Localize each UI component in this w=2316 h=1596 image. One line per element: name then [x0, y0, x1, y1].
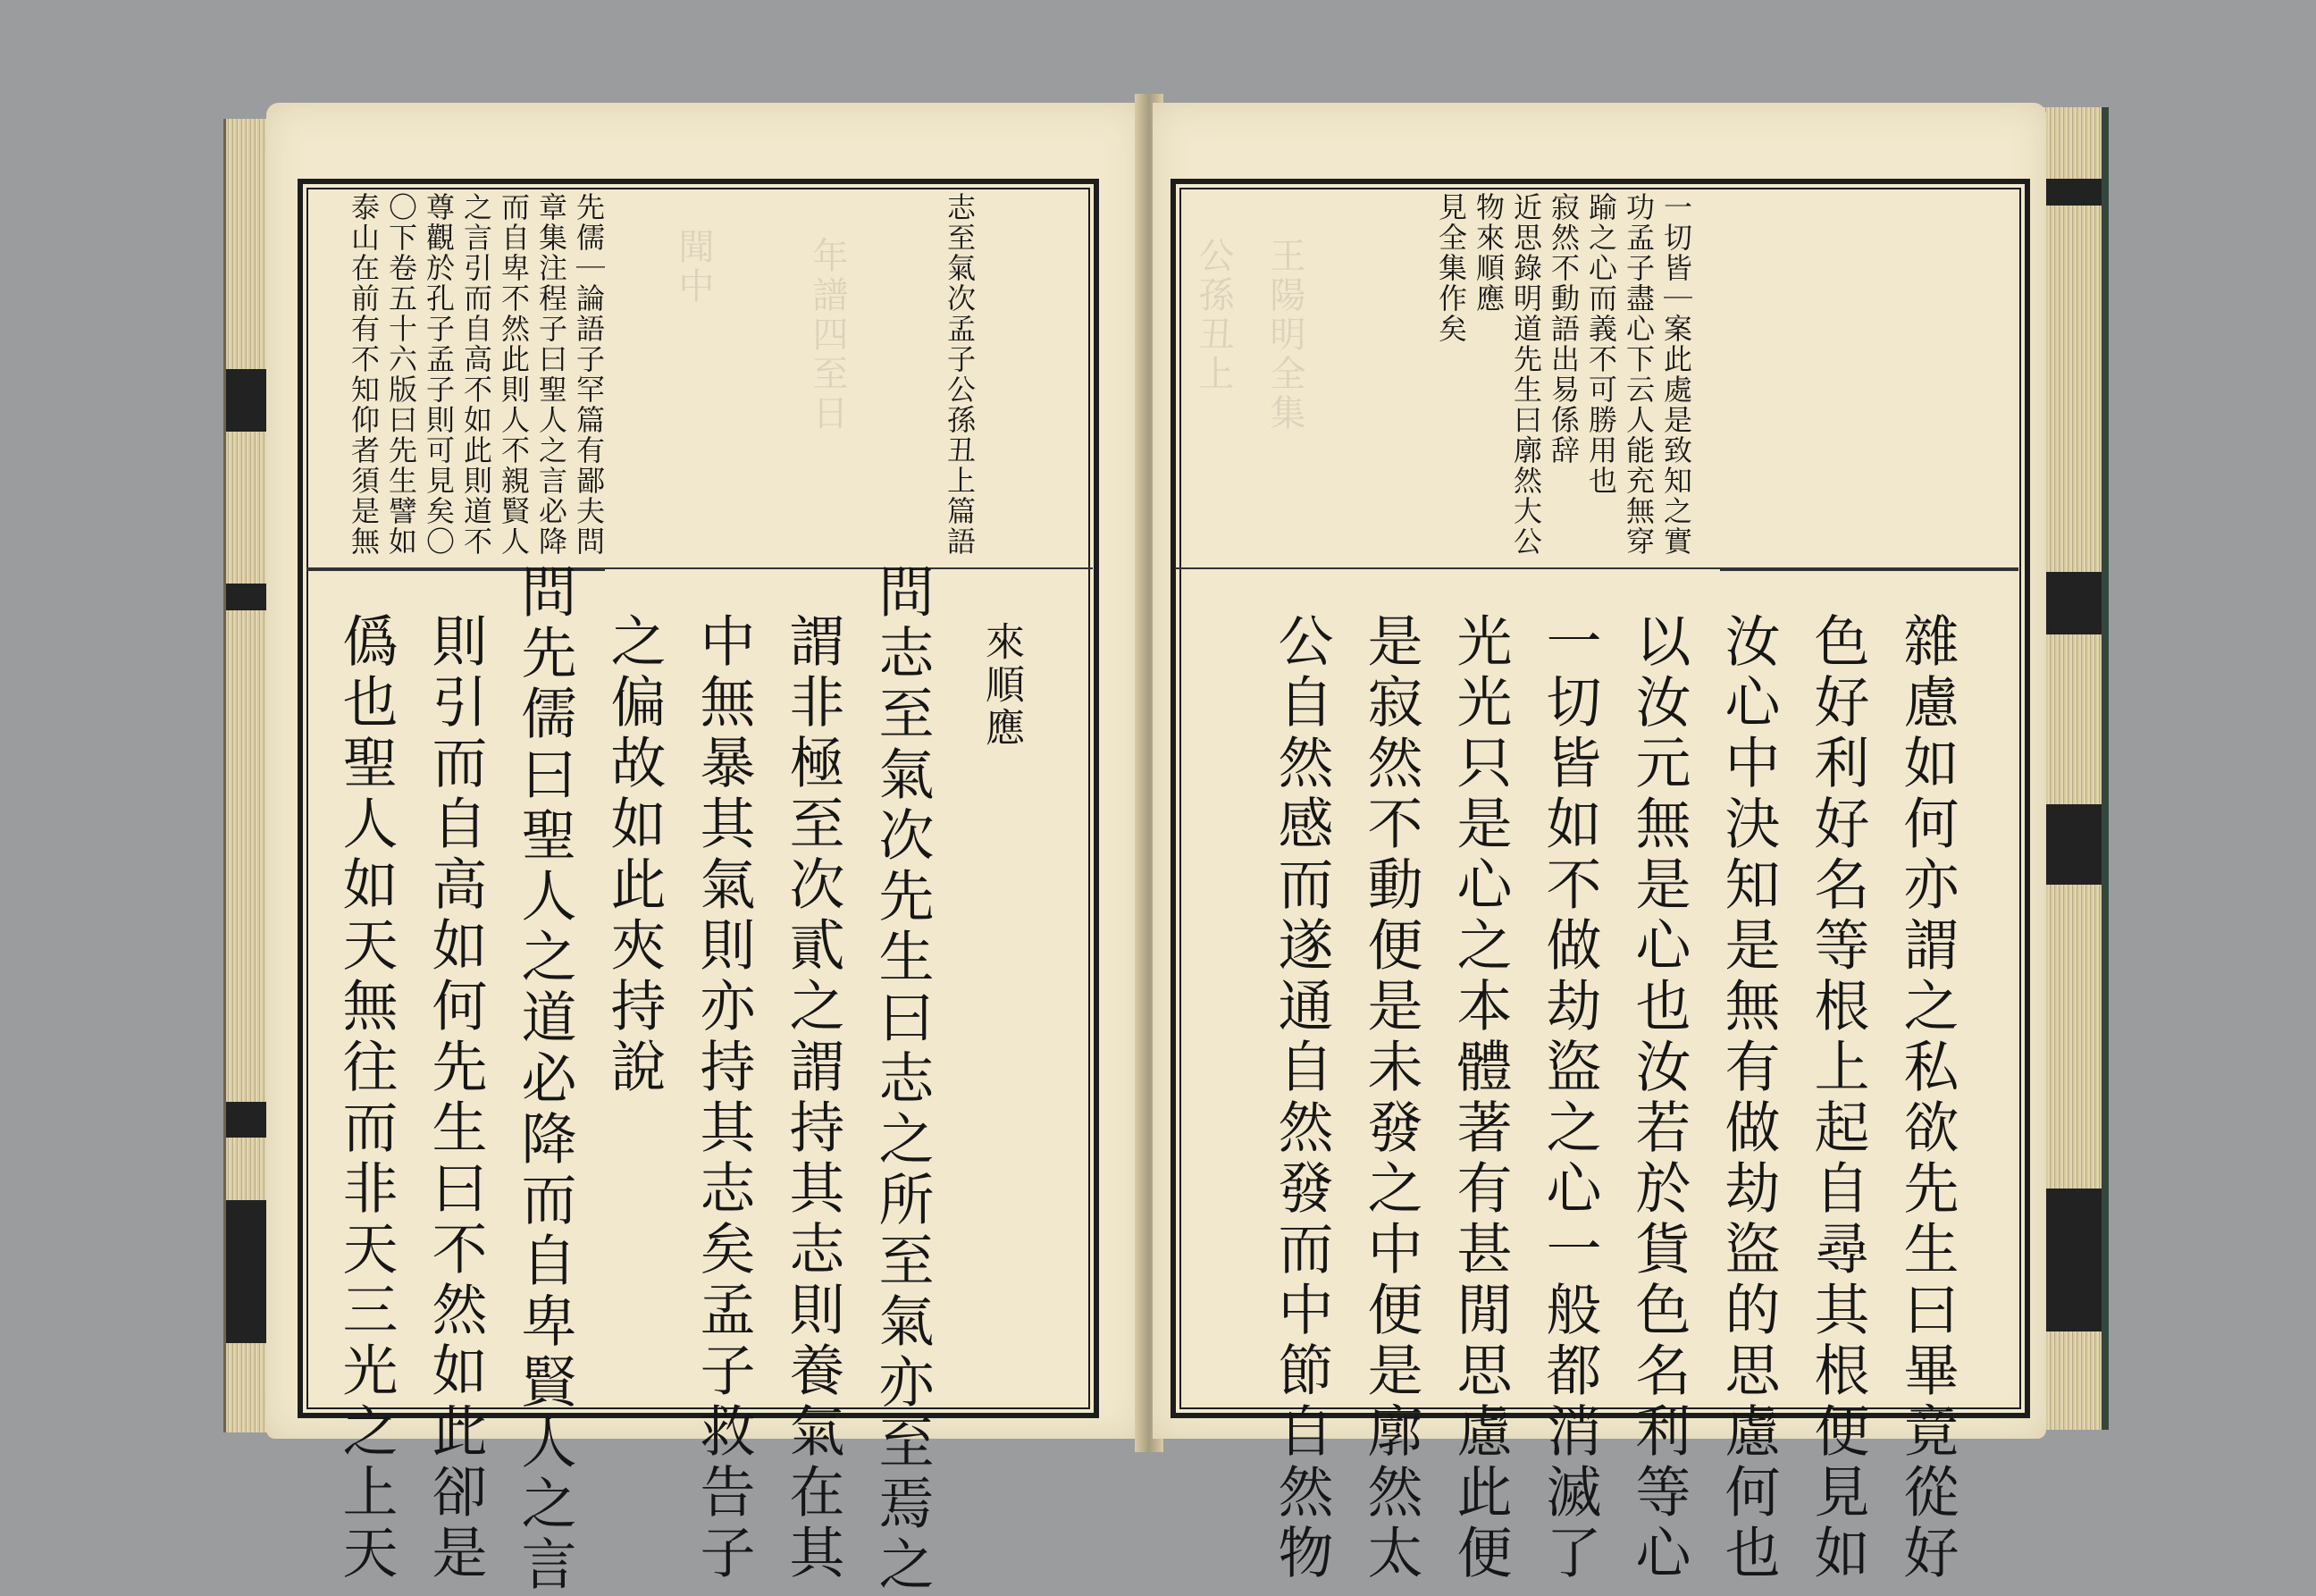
left-page: 年譜四至日 聞中 志至氣次孟子公孫丑上篇語 先儒｜論語子罕篇有鄙夫問 章集注程子曰聖人之言必降 而自卑不然此則人不親賢人 之言引而自高不如此則道不 尊觀於孔子孟子則可見矣〇 〇下卷五十六版曰先生譬如 泰山在前有不知仰者須是無 來順應 問志至氣次先生曰志之所至氣亦至焉之 謂非極至次貳之謂持其志則養氣在其 中無暴其氣則亦持其志矣孟子救告子 之偏故如此夾持說 問先儒曰聖人之道必降而自卑賢人之言 則引而自高如何先生曰不然如此卻是 僞也聖人如天無往而非天三光之上天	[266, 103, 1142, 1439]
right-note-col-2: 功孟子盡心下云人能充無穿	[1622, 192, 1656, 557]
left-main-col-1: 來順應	[978, 621, 1024, 750]
right-note-col-4: 寂然不動語出易係辞	[1547, 192, 1581, 466]
left-note-col-8: 泰山在前有不知仰者須是無	[347, 192, 381, 557]
right-page-edges	[2039, 107, 2109, 1430]
right-main-col-4: 以汝元無是心也汝若於貨色名利等心	[1626, 612, 1691, 1584]
left-main-col-8: 僞也聖人如天無往而非天三光之上天	[333, 612, 399, 1584]
right-main-col-3: 汝心中決知是無有做劫盜的思慮何也	[1716, 612, 1781, 1584]
left-note-col-2: 先儒｜論語子罕篇有鄙夫問	[572, 192, 606, 557]
left-main-col-6: 問先儒曰聖人之道必降而自卑賢人之言	[512, 563, 577, 1596]
left-note-col-4: 而自卑不然此則人不親賢人	[497, 192, 531, 557]
left-note-col-5: 之言引而自高不如此則道不	[459, 192, 493, 557]
left-main-col-3: 謂非極至次貳之謂持其志則養氣在其	[780, 612, 845, 1584]
right-main-col-2: 色好利好名等根上起自尋其根便見如	[1805, 612, 1870, 1584]
right-note-col-1: 一切皆｜案此處是致知之實	[1659, 192, 1693, 557]
left-note-col-7: 〇下卷五十六版曰先生譬如	[384, 192, 418, 557]
right-note-col-5: 近思錄明道先生曰廓然大公	[1509, 192, 1543, 557]
right-note-col-3: 踰之心而義不可勝用也	[1584, 192, 1618, 496]
book-spread	[223, 94, 2109, 1596]
left-main-col-2: 問志至氣次先生曰志之所至氣亦至焉之	[869, 563, 935, 1596]
left-note-col-1: 志至氣次孟子公孫丑上篇語	[943, 192, 977, 557]
right-page: 王陽明全集 公孫丑上 一切皆｜案此處是致知之實 功孟子盡心下云人能充無穿 踰之心而義不可勝用也 寂然不動語出易係辞 近思錄明道先生曰廓然大公 物來順應 見全集作矣 雜慮如何亦謂之私欲先生曰畢竟從好 色好利好名等根上起自尋其根便見如 汝心中決知是無有做劫盜的思慮何也 以汝元無是心也汝若於貨色名利等心 一切皆如不做劫盜之心一般都消滅了 光光只是心之本體著有甚閒思慮此便 是寂然不動便是未發之中便是廓然太 公自然感而遂通自然發而中節自然物	[1153, 103, 2046, 1439]
right-main-col-8: 公自然感而遂通自然發而中節自然物	[1269, 612, 1334, 1584]
right-note-col-6: 物來順應	[1472, 192, 1506, 314]
right-main-col-1: 雜慮如何亦謂之私欲先生曰畢竟從好	[1894, 612, 1959, 1584]
right-main-col-6: 光光只是心之本體著有甚閒思慮此便	[1448, 612, 1513, 1584]
left-main-col-5: 之偏故如此夾持說	[601, 612, 667, 1098]
left-note-col-6: 尊觀於孔子孟子則可見矣〇	[422, 192, 456, 557]
left-note-col-3: 章集注程子曰聖人之言必降	[534, 192, 568, 557]
right-main-col-7: 是寂然不動便是未發之中便是廓然太	[1358, 612, 1423, 1584]
right-main-col-5: 一切皆如不做劫盜之心一般都消滅了	[1537, 612, 1602, 1584]
right-note-col-7: 見全集作矣	[1434, 192, 1468, 344]
left-main-col-4: 中無暴其氣則亦持其志矣孟子救告子	[691, 612, 756, 1584]
left-main-col-7: 則引而自高如何先生曰不然如此卻是	[423, 612, 488, 1584]
left-page-edges	[223, 119, 269, 1432]
